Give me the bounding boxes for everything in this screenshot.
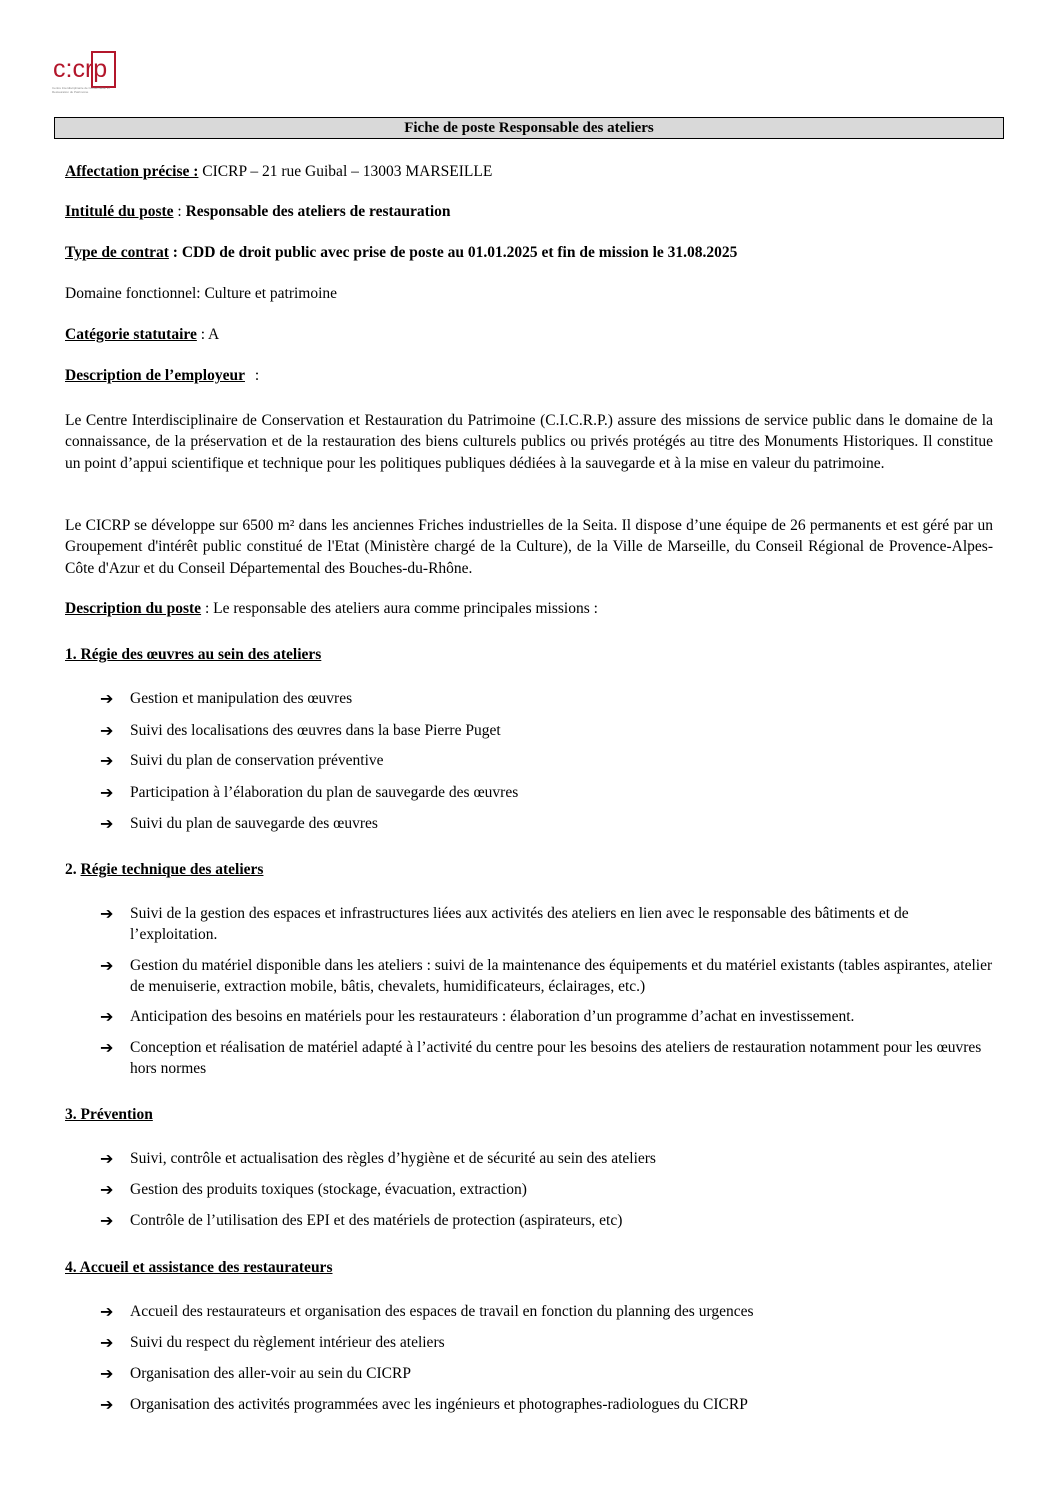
arrow-icon: ➔ bbox=[100, 721, 114, 740]
employeur-line bbox=[65, 366, 259, 386]
arrow-icon: ➔ bbox=[100, 751, 114, 770]
list-item-text: Suivi des localisations des œuvres dans la base Pierre Puget bbox=[130, 722, 501, 739]
arrow-icon: ➔ bbox=[100, 956, 114, 975]
intitule-line bbox=[65, 202, 451, 222]
list-item-text: Accueil des restaurateurs et organisation des espaces de travail en fonction du planning des urgences bbox=[130, 1303, 754, 1320]
affectation-line bbox=[65, 162, 492, 182]
categorie-label: Catégorie statutaire bbox=[65, 326, 197, 343]
employeur-paragraph-2: Le CICRP se développe sur 6500 m² dans les anciennes Friches industrielles de la Seita. Il dispose d’une équipe de 26 permanents et est géré par un Groupement d'intérêt public constitué de l'Etat (Ministère chargé de la Culture), de la Ville de Marseille, du Conseil Régional de Provence-Alpes-Côte d'Azur et du Conseil Départemental des Bouches-du-Rhône. bbox=[65, 517, 993, 577]
section-2-title bbox=[65, 860, 263, 880]
domaine-line: Domaine fonctionnel: Culture et patrimoine bbox=[65, 285, 338, 302]
logo-mark bbox=[52, 50, 122, 86]
list-item-text: Suivi du plan de conservation préventive bbox=[130, 752, 384, 769]
section-2-label: Régie technique des ateliers bbox=[80, 861, 264, 878]
affectation-value: CICRP – 21 rue Guibal – 13003 MARSEILLE bbox=[202, 163, 493, 180]
arrow-icon: ➔ bbox=[100, 1364, 114, 1383]
contrat-value: : CDD de droit public avec prise de poste au 01.01.2025 et fin de mission le 31.08.2025 bbox=[172, 244, 738, 261]
poste-label: Description du poste bbox=[65, 600, 202, 617]
list-item-text: Suivi du plan de sauvegarde des œuvres bbox=[130, 815, 378, 832]
list-item-text: Suivi, contrôle et actualisation des règles d’hygiène et de sécurité au sein des ateliers bbox=[130, 1150, 656, 1167]
categorie-value: : A bbox=[200, 326, 220, 343]
list-item-text: Suivi de la gestion des espaces et infrastructures liées aux activités des ateliers en lien avec le responsable des bâtiments et de l’exploitation. bbox=[130, 905, 909, 943]
employeur-label: Description de l’employeur bbox=[65, 367, 245, 384]
employeur-paragraph-1: Le Centre Interdisciplinaire de Conservation et Restauration du Patrimoine (C.I.C.R.P.) assure des missions de service public dans le domaine de la connaissance, de la préservation et de la restauration des biens culturels publics ou privés protégés au titre des Monuments Historiques. Il constitue un point d’appui scientifique et technique pour les politiques publiques dédiées à la sauvegarde et à la mise en valeur du patrimoine. bbox=[65, 412, 993, 472]
intitule-label: Intitulé du poste bbox=[65, 203, 174, 220]
arrow-icon: ➔ bbox=[100, 1333, 114, 1352]
list-item-text: Gestion du matériel disponible dans les ateliers : suivi de la maintenance des équipements et du matériel existants (tables aspirantes, atelier de menuiserie, extraction mobile, bâtis, chevalets, humidificateurs, éclairages, etc.) bbox=[130, 957, 993, 995]
list-item-text: Gestion des produits toxiques (stockage, évacuation, extraction) bbox=[130, 1181, 527, 1198]
intitule-value: Responsable des ateliers de restauration bbox=[185, 203, 451, 220]
arrow-icon: ➔ bbox=[100, 904, 114, 923]
employeur-sep: : bbox=[254, 367, 260, 384]
poste-value: : Le responsable des ateliers aura comme principales missions : bbox=[204, 600, 598, 617]
section-3-title: 3. Prévention bbox=[65, 1106, 153, 1123]
list-item-text: Suivi du respect du règlement intérieur des ateliers bbox=[130, 1334, 445, 1351]
arrow-icon: ➔ bbox=[100, 1007, 114, 1026]
arrow-icon: ➔ bbox=[100, 1180, 114, 1199]
section-4-title: 4. Accueil et assistance des restaurateurs bbox=[65, 1259, 333, 1276]
categorie-line bbox=[65, 325, 219, 345]
arrow-icon: ➔ bbox=[100, 814, 114, 833]
arrow-icon: ➔ bbox=[100, 1149, 114, 1168]
list-item-text: Conception et réalisation de matériel adapté à l’activité du centre pour les besoins des ateliers de restauration notamment pour les œuvres hors normes bbox=[130, 1039, 982, 1077]
logo-text: c:crp bbox=[53, 55, 108, 83]
list-item-text: Organisation des activités programmées avec les ingénieurs et photographes-radiologues du CICRP bbox=[130, 1396, 748, 1413]
arrow-icon: ➔ bbox=[100, 1211, 114, 1230]
list-item-text: Contrôle de l’utilisation des EPI et des matériels de protection (aspirateurs, etc) bbox=[130, 1212, 623, 1229]
arrow-icon: ➔ bbox=[100, 1395, 114, 1414]
logo-tagline: Centre Interdisciplinaire de Conservation et Restauration du Patrimoine bbox=[52, 86, 110, 94]
cicrp-logo bbox=[52, 50, 122, 100]
affectation-label: Affectation précise : bbox=[65, 163, 199, 180]
arrow-icon: ➔ bbox=[100, 689, 114, 708]
arrow-icon: ➔ bbox=[100, 1038, 114, 1057]
list-item-text: Gestion et manipulation des œuvres bbox=[130, 690, 353, 707]
section-1-title: 1. Régie des œuvres au sein des ateliers bbox=[65, 646, 322, 663]
arrow-icon: ➔ bbox=[100, 1302, 114, 1321]
arrow-icon: ➔ bbox=[100, 783, 114, 802]
poste-line bbox=[65, 599, 598, 619]
contrat-label: Type de contrat bbox=[65, 244, 169, 261]
intitule-sep: : bbox=[177, 203, 182, 220]
section-2-number: 2. bbox=[65, 861, 77, 878]
contrat-line bbox=[65, 243, 737, 263]
list-item-text: Organisation des aller-voir au sein du CICRP bbox=[130, 1365, 411, 1382]
document-title: Fiche de poste Responsable des ateliers bbox=[54, 117, 1004, 139]
list-item-text: Participation à l’élaboration du plan de sauvegarde des œuvres bbox=[130, 784, 519, 801]
list-item-text: Anticipation des besoins en matériels pour les restaurateurs : élaboration d’un programme d’achat en investissement. bbox=[130, 1008, 855, 1025]
